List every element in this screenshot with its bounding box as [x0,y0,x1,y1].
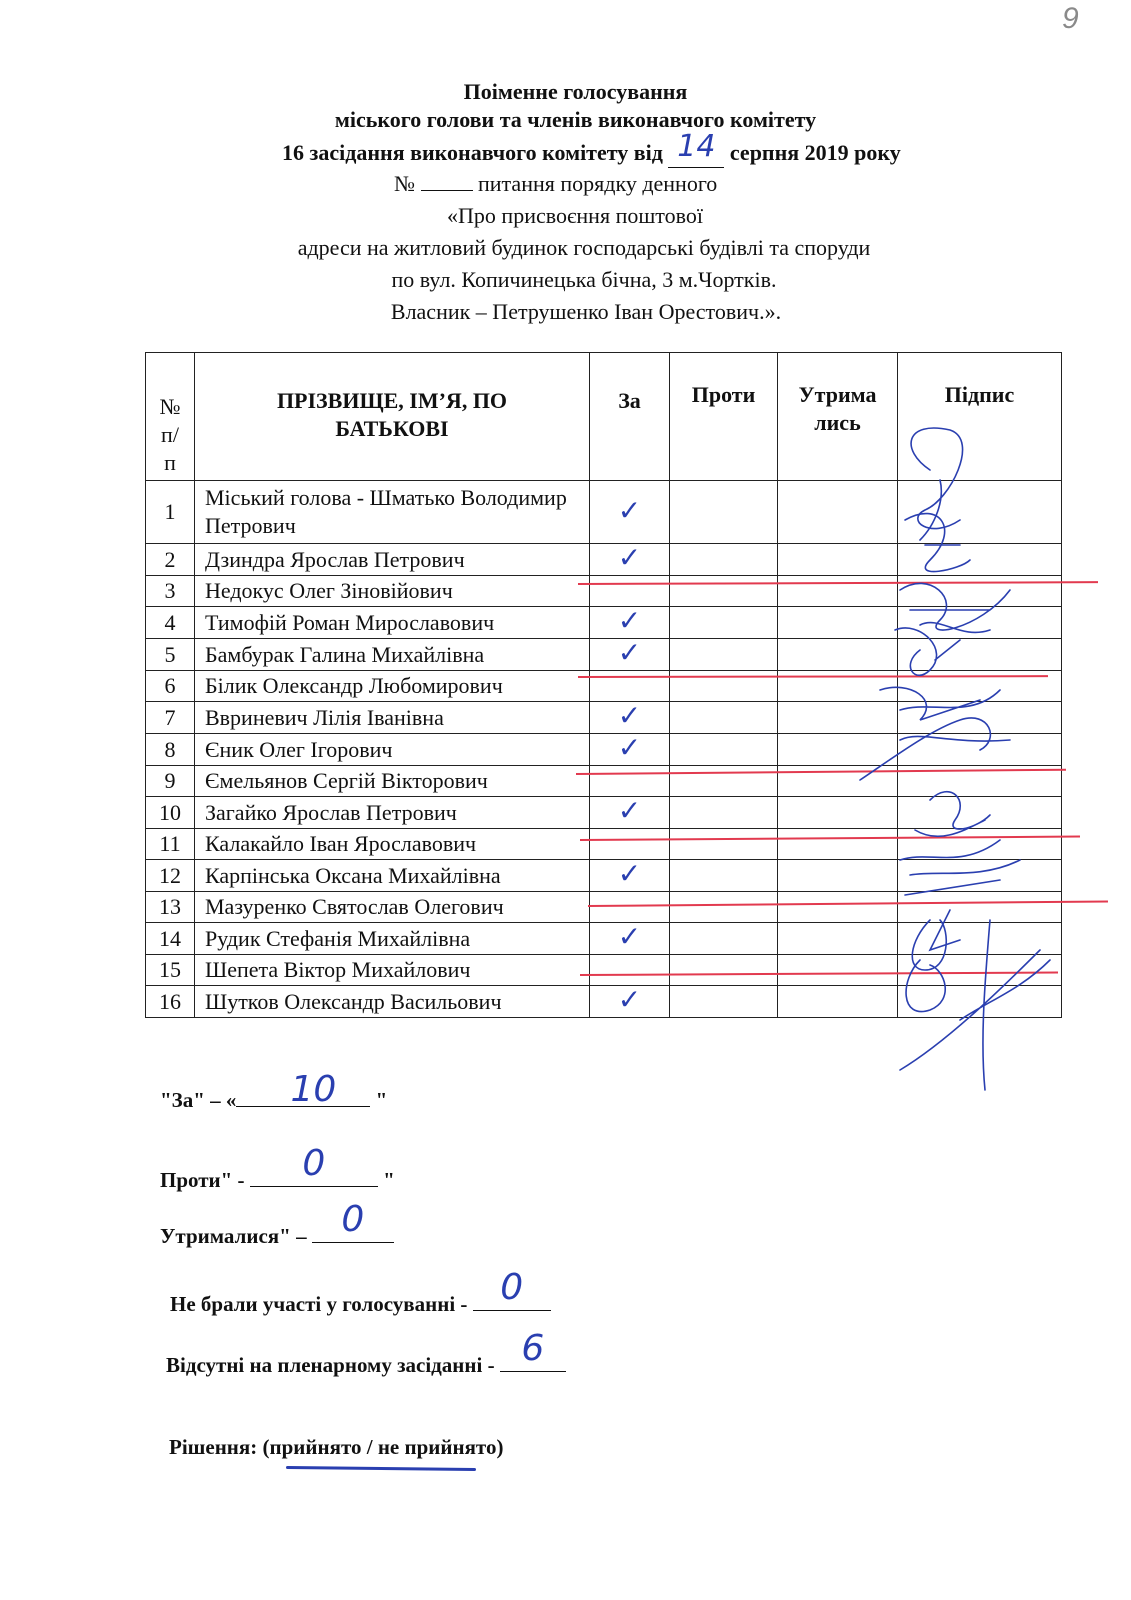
member-name: Шутков Олександр Васильович [195,986,590,1018]
signature-cell [898,955,1062,986]
topic-line-1: «Про присвоєння поштової [447,203,703,228]
vote-against-cell [670,892,778,923]
checkmark-icon: ✓ [617,636,642,669]
vote-against-cell [670,797,778,829]
summary-against-value: 0 [302,1143,326,1184]
member-name: Бамбурак Галина Михайлівна [195,639,590,671]
vote-abstain-cell [778,734,898,766]
table-row [146,829,1062,860]
vote-against-cell [670,481,778,544]
signature-cell [898,734,1062,766]
row-number: 7 [146,702,195,734]
member-name: Рудик Стефанія Михайлівна [195,923,590,955]
table-row [146,702,1062,734]
topic-line-3: по вул. Копичинецька бічна, 3 м.Чортків. [391,267,777,292]
vote-abstain-cell [778,829,898,860]
member-name: Єник Олег Ігорович [195,734,590,766]
agenda-item-line [394,170,717,198]
summary-abstain-blank [312,1199,394,1243]
vote-for-cell [590,983,670,1018]
vote-against-cell [670,923,778,955]
vote-abstain-cell [778,986,898,1018]
checkmark-icon: ✓ [617,983,642,1016]
document-subtitle: міського голови та членів виконавчого комітету [334,107,817,132]
summary-for-label: "За" – « [160,1088,237,1112]
member-name: Ввриневич Лілія Іванівна [195,702,590,734]
summary-against-label: Проти" - [160,1168,250,1192]
signature-cell [898,829,1062,860]
row-number: 8 [146,734,195,766]
summary-not-voting [170,1267,551,1317]
voting-table-wrap [145,352,1062,1018]
summary-for-blank [236,1069,370,1110]
vote-against-cell [670,734,778,766]
signature-cell [898,607,1062,639]
meeting-day: 14 [677,129,716,164]
checkmark-icon: ✓ [617,604,642,637]
vote-for-cell [590,766,670,797]
page-number: 9 [1062,2,1079,35]
vote-abstain-cell [778,639,898,671]
summary-against-blank [250,1143,378,1187]
summary-absent-blank [500,1328,566,1372]
decision-label: Рішення: [169,1435,263,1459]
summary-abstain [160,1199,394,1249]
row-number: 13 [146,892,195,923]
summary-not-voting-label: Не брали участі у голосуванні - [170,1292,473,1316]
vote-abstain-cell [778,702,898,734]
vote-abstain-cell [778,544,898,576]
header-signature: Підпис [898,353,1062,481]
vote-abstain-cell [778,607,898,639]
vote-against-cell [670,829,778,860]
table-row [146,639,1062,671]
vote-for-cell [590,955,670,986]
meeting-day-blank [668,129,724,168]
table-row [146,481,1062,544]
vote-for-cell [590,857,670,892]
vote-abstain-cell [778,576,898,607]
summary-against-close: " [377,1168,395,1192]
signature-cell [898,544,1062,576]
row-number: 14 [146,923,195,955]
checkmark-icon: ✓ [617,920,642,953]
vote-for-cell [590,794,670,829]
summary-for [160,1069,388,1113]
header-name: ПРІЗВИЩЕ, ІМ’Я, ПО БАТЬКОВІ [195,353,590,481]
table-row [146,923,1062,955]
summary-abstain-label: Утрималися" – [160,1224,312,1248]
signature-cell [898,702,1062,734]
item-prefix: № [394,171,415,196]
member-name: Міський голова - Шматько Володимир Петрович [195,481,590,544]
table-row [146,955,1062,986]
row-number: 9 [146,766,195,797]
decision-underline [286,1466,476,1471]
vote-against-cell [670,639,778,671]
vote-against-cell [670,955,778,986]
vote-against-cell [670,544,778,576]
summary-absent-value: 6 [521,1328,545,1369]
vote-for-cell [590,699,670,734]
member-name: Загайко Ярослав Петрович [195,797,590,829]
document-title: Поіменне голосування [463,79,688,104]
vote-for-cell [590,481,670,544]
member-name: Ємельянов Сергій Вікторович [195,766,590,797]
meeting-line [282,129,901,168]
checkmark-icon: ✓ [617,731,642,764]
vote-against-cell [670,702,778,734]
row-number: 10 [146,797,195,829]
vote-abstain-cell [778,797,898,829]
member-name: Карпінська Оксана Михайлівна [195,860,590,892]
checkmark-icon: ✓ [617,541,642,574]
vote-against-cell [670,986,778,1018]
header-against: Проти [670,353,778,481]
table-row [146,734,1062,766]
header-num: № п/ п [146,353,195,481]
vote-abstain-cell [778,923,898,955]
table-row [146,576,1062,607]
vote-for-cell [590,829,670,860]
table-row [146,986,1062,1018]
checkmark-icon: ✓ [617,857,642,890]
row-number: 2 [146,544,195,576]
table-row [146,544,1062,576]
header-for: За [590,353,670,481]
item-number-blank [421,190,473,191]
summary-not-voting-value: 0 [500,1267,524,1308]
row-number: 6 [146,671,195,702]
signature-cell [898,481,1062,544]
summary-against [160,1143,395,1193]
member-name: Шепета Віктор Михайлович [195,955,590,986]
vote-for-cell [590,604,670,639]
summary-for-close: " [370,1088,388,1112]
member-name: Білик Олександр Любомирович [195,671,590,702]
row-number: 4 [146,607,195,639]
vote-for-cell [590,636,670,671]
row-number: 15 [146,955,195,986]
signature-cell [898,860,1062,892]
vote-against-cell [670,576,778,607]
header-abstain: Утрима лись [778,353,898,481]
checkmark-icon: ✓ [617,493,642,527]
summary-absent [166,1328,566,1378]
signature-cell [898,923,1062,955]
vote-abstain-cell [778,955,898,986]
summary-abstain-value: 0 [341,1199,365,1240]
row-number: 1 [146,481,195,544]
vote-abstain-cell [778,892,898,923]
member-name: Мазуренко Святослав Олегович [195,892,590,923]
member-name: Дзиндра Ярослав Петрович [195,544,590,576]
decision-line [169,1435,503,1460]
vote-for-cell [590,731,670,766]
topic-line-4: Власник – Петрушенко Іван Орестович.». [390,299,782,324]
table-row [146,892,1062,923]
vote-against-cell [670,860,778,892]
vote-for-cell [590,576,670,607]
meeting-prefix: 16 засідання виконавчого комітету від [282,140,663,165]
row-number: 5 [146,639,195,671]
row-number: 16 [146,986,195,1018]
meeting-suffix: серпня 2019 року [729,140,901,165]
row-number: 3 [146,576,195,607]
row-number: 12 [146,860,195,892]
vote-against-cell [670,766,778,797]
vote-abstain-cell [778,481,898,544]
member-name: Тимофій Роман Мирославович [195,607,590,639]
topic-line-2: адреси на житловий будинок господарські будівлі та споруди [297,235,871,260]
item-suffix: питання порядку денного [478,171,718,196]
member-name: Калакайло Іван Ярославович [195,829,590,860]
signature-cell [898,797,1062,829]
vote-against-cell [670,607,778,639]
vote-for-cell [590,892,670,923]
signature-cell [898,576,1062,607]
table-row [146,607,1062,639]
signature-cell [898,986,1062,1018]
checkmark-icon: ✓ [617,794,642,827]
summary-for-value: 10 [290,1069,337,1110]
row-number: 11 [146,829,195,860]
table-row [146,797,1062,829]
summary-not-voting-blank [473,1267,551,1311]
table-row [146,860,1062,892]
vote-abstain-cell [778,860,898,892]
signature-cell [898,639,1062,671]
checkmark-icon: ✓ [617,699,642,732]
summary-absent-label: Відсутні на пленарному засіданні - [166,1353,500,1377]
vote-for-cell [590,541,670,576]
vote-for-cell [590,920,670,955]
signature-cell [898,892,1062,923]
voting-table [145,352,1062,1018]
decision-options: (прийнято / не прийнято) [262,1435,504,1459]
member-name: Недокус Олег Зіновійович [195,576,590,607]
